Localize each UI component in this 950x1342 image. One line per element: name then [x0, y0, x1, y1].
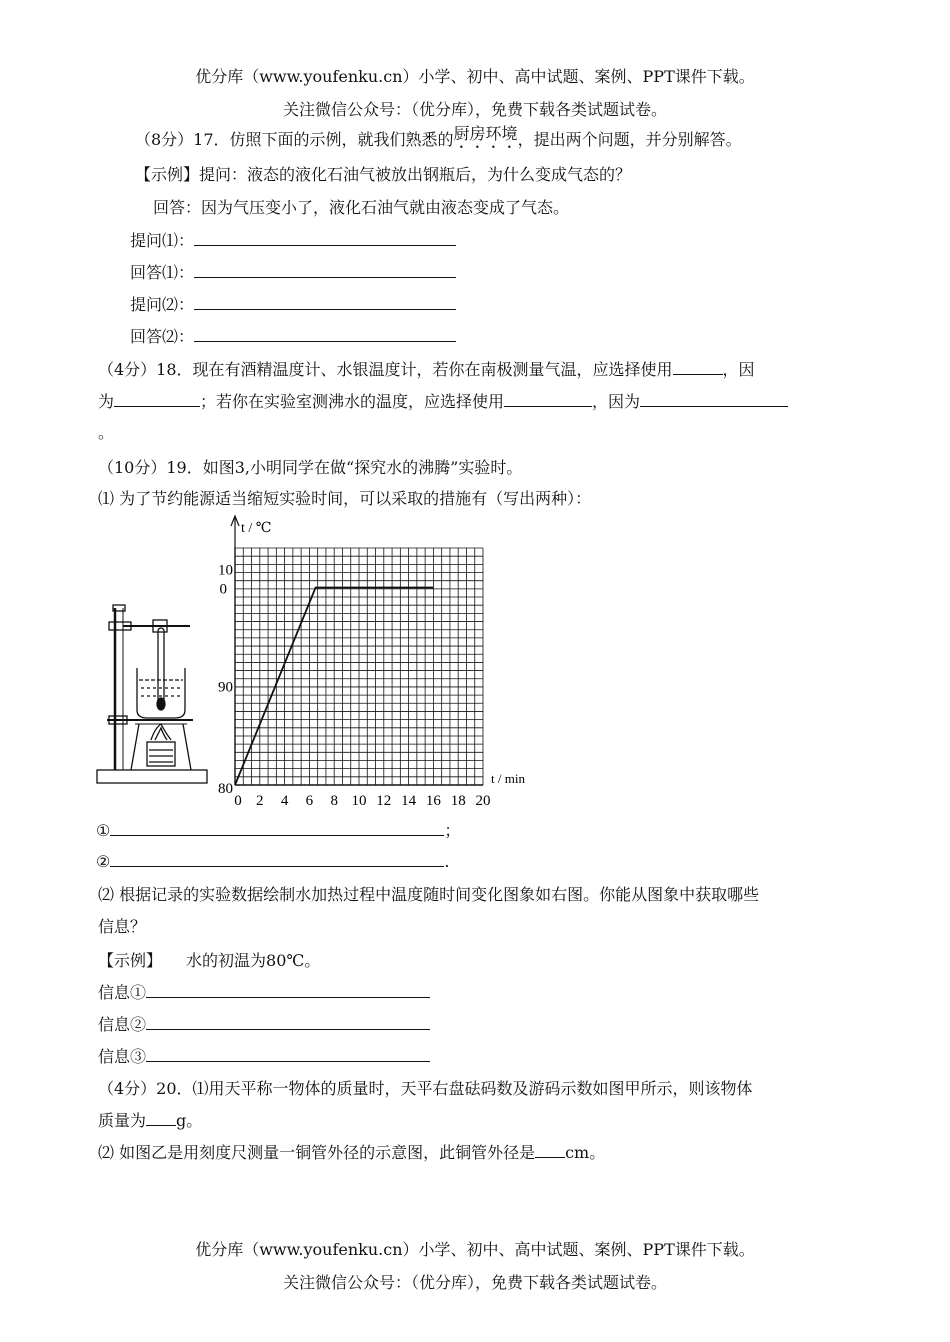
x-tick-label: 20 [475, 793, 491, 809]
q19-info-2-label: 信息② [98, 1015, 147, 1034]
q20-diameter-label: ⑵ 如图乙是用刻度尺测量一铜管外径的示意图，此铜管外径是 [98, 1143, 536, 1162]
flame [151, 724, 171, 740]
q18-text-2: ，因 [722, 360, 755, 379]
q19-sub-2-line-2: 信息？ [98, 917, 147, 936]
x-tick-label: 10 [351, 793, 367, 809]
x-tick-label: 6 [305, 793, 314, 809]
q17-ask-2-blank[interactable] [194, 293, 456, 310]
x-tick-label: 18 [450, 793, 466, 809]
x-tick-label: 0 [234, 793, 242, 809]
q19-example-text: 水的初温为80℃。 [186, 951, 321, 970]
q17-title [135, 124, 742, 158]
y-tick-label: 10 [218, 562, 233, 579]
q17-ask-2-label: 提问⑵： [130, 295, 195, 314]
x-axis-label: t / min [491, 771, 525, 786]
q18-line-1 [98, 357, 755, 380]
x-tick-label: 16 [425, 793, 441, 809]
boiling-apparatus-figure [95, 600, 210, 786]
q18-blank-1[interactable] [673, 358, 723, 375]
temperature-time-chart [205, 510, 550, 810]
q19-info-2 [98, 1012, 430, 1035]
q19-title: （10分）19．如图3,小明同学在做“探究水的沸腾”实验时。 [98, 458, 523, 477]
q17-suffix: ，提出两个问题，并分别解答。 [517, 130, 742, 149]
x-tick-label: 2 [256, 793, 264, 809]
q17-ask-2 [130, 292, 456, 315]
y-tick-label: 90 [218, 679, 233, 696]
q19-item-2-blank[interactable] [110, 850, 444, 867]
q20-line-1: （4分）20．⑴用天平称一物体的质量时，天平右盘砝码数及游码示数如图甲所示，则该物体 [98, 1079, 753, 1098]
q19-item-2-label: ② [96, 852, 111, 871]
q20-line-3 [98, 1140, 605, 1163]
q19-item-1-label: ① [96, 821, 111, 840]
q20-line-2 [98, 1108, 202, 1131]
q17-answer-2-blank[interactable] [194, 325, 456, 342]
q17-answer-2 [130, 324, 456, 347]
y-axis-label: t / ℃ [241, 521, 272, 536]
q18-blank-4[interactable] [640, 390, 788, 407]
q20-diameter-unit: cm。 [565, 1143, 606, 1162]
q17-example-label: 【示例】 [135, 165, 200, 184]
q19-example [98, 948, 320, 971]
q20-mass-blank[interactable] [146, 1109, 176, 1126]
q19-info-2-blank[interactable] [146, 1013, 430, 1030]
q20-diameter-blank[interactable] [535, 1141, 565, 1158]
y-tick-label: 80 [218, 781, 233, 797]
q19-item-1-blank[interactable] [110, 819, 444, 836]
q18-text-1: （4分）18．现在有酒精温度计、水银温度计，若你在南极测量气温，应选择使用 [98, 360, 673, 379]
thermometer [158, 628, 164, 706]
footer-line-1: 优分库（www.youfenku.cn）小学、初中、高中试题、案例、PPT课件下载。 [195, 1240, 755, 1259]
q17-example [135, 162, 631, 185]
q19-info-3-label: 信息③ [98, 1047, 147, 1066]
q18-text-4: ；若你在实验室测沸水的温度，应选择使用 [200, 392, 505, 411]
header-line-1: 优分库（www.youfenku.cn）小学、初中、高中试题、案例、PPT课件下载。 [195, 67, 755, 86]
q18-line-3: 。 [98, 423, 115, 442]
q19-item-1-end: ； [444, 821, 461, 840]
q18-blank-2[interactable] [114, 390, 200, 407]
y-tick-label: 0 [219, 581, 227, 598]
stand-base [97, 770, 207, 783]
x-tick-label: 4 [280, 793, 289, 809]
q17-answer-1 [130, 260, 456, 283]
footer-line-2: 关注微信公众号：（优分库），免费下载各类试题试卷。 [282, 1273, 667, 1292]
q19-example-label: 【示例】 [98, 951, 163, 970]
q17-answer-1-blank[interactable] [194, 261, 456, 278]
q19-item-1 [96, 818, 460, 841]
q20-mass-label: 质量为 [98, 1111, 147, 1130]
x-tick-label: 8 [330, 793, 338, 809]
q19-sub-1: ⑴ 为了节约能源适当缩短实验时间，可以采取的措施有（写出两种）： [98, 489, 592, 508]
x-tick-label: 14 [401, 793, 417, 809]
q17-example-question: 提问：液态的液化石油气被放出钢瓶后，为什么变成气态的？ [199, 165, 632, 184]
q19-info-1-blank[interactable] [146, 981, 430, 998]
q19-sub-2-line-1: ⑵ 根据记录的实验数据绘制水加热过程中温度随时间变化图象如右图。你能从图象中获取哪些 [98, 885, 760, 904]
q17-ask-1-blank[interactable] [194, 229, 456, 246]
q17-answer-1-label: 回答⑴： [130, 263, 195, 282]
q19-item-2 [96, 850, 449, 871]
q19-item-2-end: . [444, 852, 450, 871]
q18-text-5: ，因为 [592, 392, 641, 411]
q17-ask-1-label: 提问⑴： [130, 231, 195, 250]
q18-text-3: 为 [98, 392, 115, 411]
q19-info-3 [98, 1044, 430, 1067]
q17-answer-2-label: 回答⑵： [130, 327, 195, 346]
q17-emphasis: 厨房环境 [453, 124, 518, 143]
q19-info-1 [98, 980, 430, 1003]
q17-prefix: （8分）17．仿照下面的示例，就我们熟悉的 [135, 130, 454, 149]
header-line-2: 关注微信公众号：（优分库），免费下载各类试题试卷。 [282, 100, 667, 119]
q18-blank-3[interactable] [504, 390, 592, 407]
q17-ask-1 [130, 228, 456, 251]
x-tick-label: 12 [376, 793, 392, 809]
q17-example-answer: 回答：因为气压变小了，液化石油气就由液态变成了气态。 [153, 198, 570, 217]
q19-info-3-blank[interactable] [146, 1045, 430, 1062]
q20-mass-unit: g。 [176, 1111, 203, 1130]
q18-line-2 [98, 389, 788, 412]
q19-info-1-label: 信息① [98, 983, 147, 1002]
